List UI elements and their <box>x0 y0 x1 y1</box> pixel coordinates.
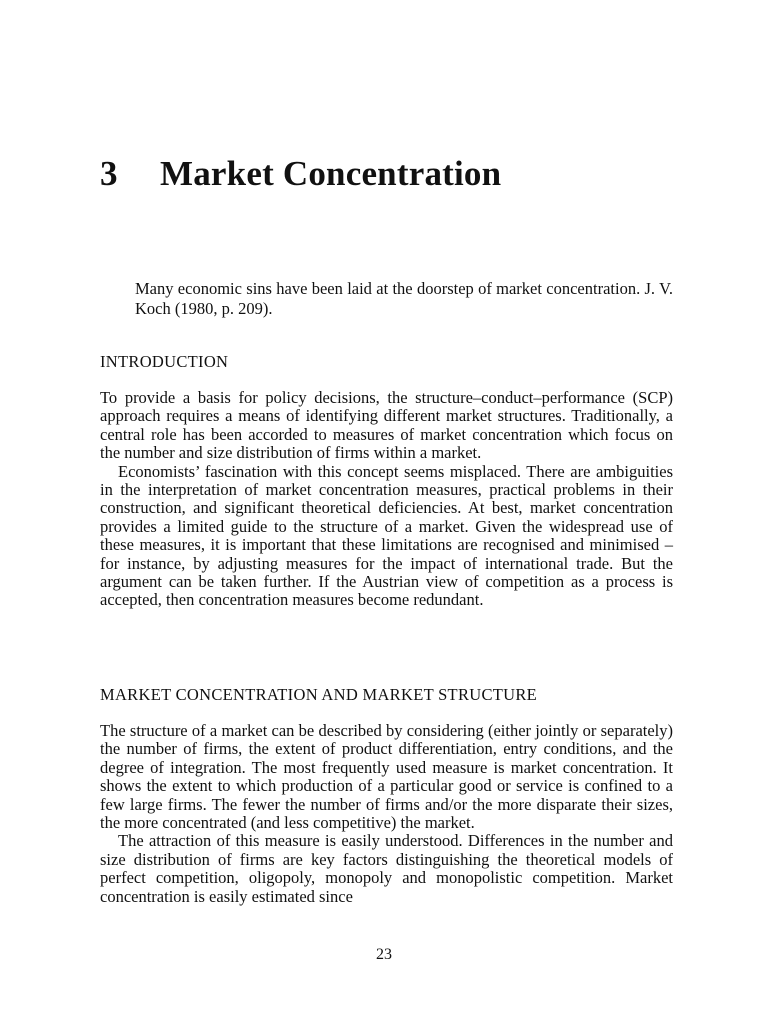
page-number: 23 <box>376 946 392 963</box>
section-heading-market-structure: MARKET CONCENTRATION AND MARKET STRUCTURE <box>100 685 538 704</box>
paragraph: Economists’ fascination with this concept seems misplaced. There are ambiguities in the interpretation of market concentration measures, practical problems in their construction, and significant theoretical deficiencies. At best, market concentration provides a limited guide to the structure of a market. Given the widespread use of these measures, it is important that these limitations are recognised and minimised – for instance, by adjusting measures for the impact of international trade. But the argument can be taken further. If the Austrian view of competition as a process is accepted, then concentration measures become redundant. <box>100 461 673 610</box>
chapter-title: Market Concentration <box>160 154 502 193</box>
paragraph: The attraction of this measure is easily understood. Differences in the number and size distribution of firms are key factors distinguishing the theoretical models of perfect competition, oligopoly, monopoly and monopolistic competition. Market concentration is easily estimated since <box>100 831 673 906</box>
section-body-market-structure <box>100 722 673 906</box>
paragraph: To provide a basis for policy decisions, the structure–conduct–performance (SCP) approach requires a means of identifying different market structures. Traditionally, a central role has been accorded to measures of market concentration which focus on the number and size distribution of firms within a market. <box>100 388 673 463</box>
section-body-introduction <box>100 389 673 610</box>
chapter-heading <box>100 150 501 198</box>
section-heading-introduction: INTRODUCTION <box>100 352 229 371</box>
paragraph: The structure of a market can be described by considering (either jointly or separately) the number of firms, the extent of product differentiation, entry conditions, and the degree of integration. The most frequently used measure is market concentration. It shows the extent to which production of a particular good or service is confined to a few large firms. The fewer the number of firms and/or the more disparate their sizes, the more concentrated (and less competitive) the market. <box>100 721 673 833</box>
chapter-number: 3 <box>100 154 118 193</box>
epigraph-quote: Many economic sins have been laid at the doorstep of market concentration. J. V. Koch (1980, p. 209). <box>135 279 673 318</box>
